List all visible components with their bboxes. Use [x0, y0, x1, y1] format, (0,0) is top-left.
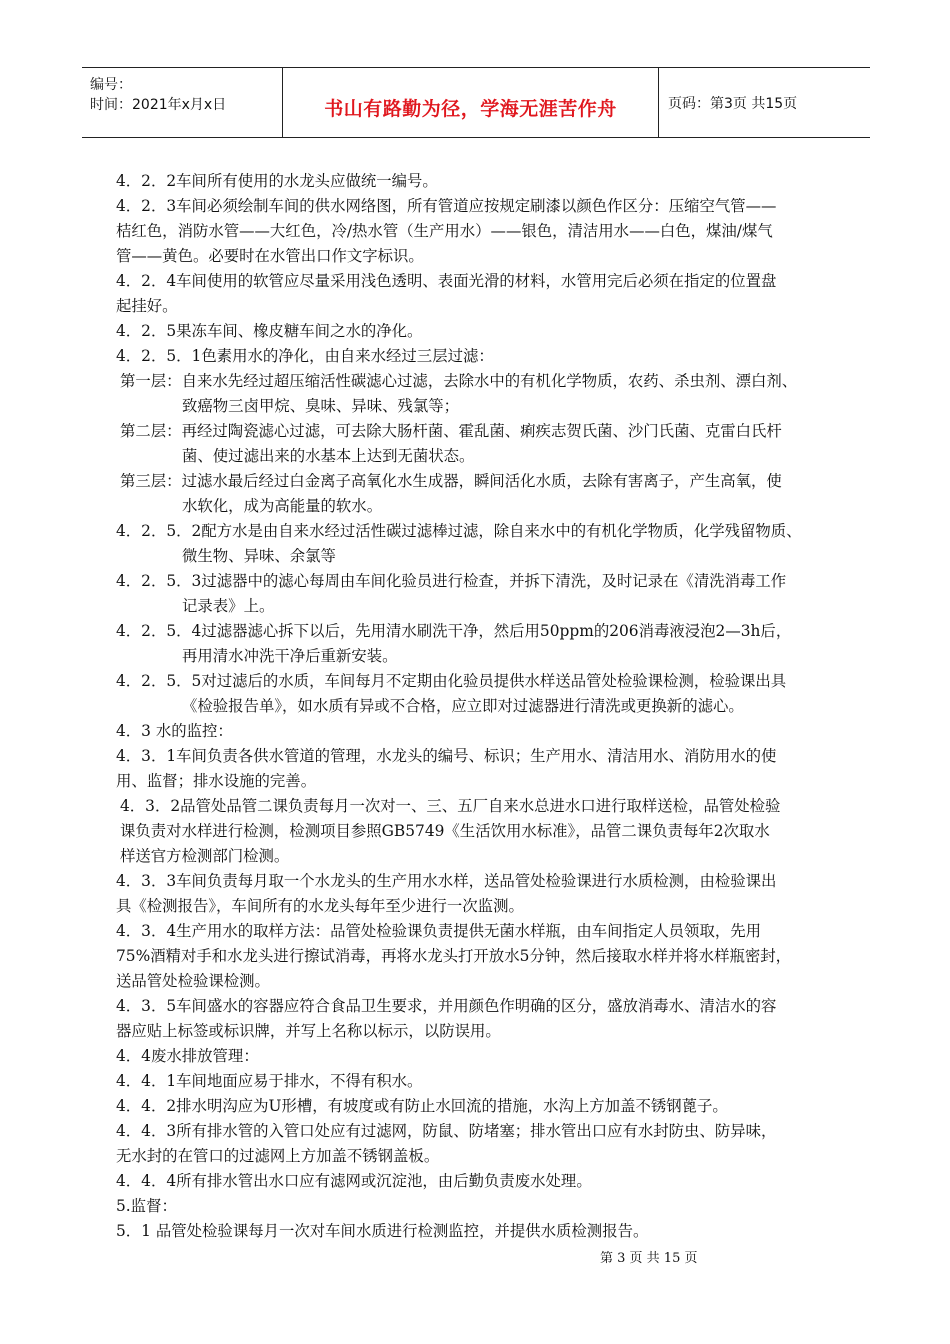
text-line: 用、监督；排水设施的完善。: [116, 772, 317, 790]
text-line: 4．3．3车间负责每月取一个水龙头的生产用水水样，送品管处检验课进行水质检测，由检验课出: [116, 872, 777, 890]
text-line: 第三层：过滤水最后经过白金离子高氧化水生成器，瞬间活化水质，去除有害离子，产生高氧，使: [120, 472, 782, 490]
text-line: 4．2．5．1色素用水的净化，由自来水经过三层过滤：: [116, 347, 494, 365]
header-info-cell: [82, 68, 283, 137]
text-line: 致癌物三卤甲烷、臭味、异味、残氯等；: [182, 397, 460, 415]
text-line: 5.监督：: [116, 1197, 177, 1215]
document-number-label: 编号：: [90, 77, 132, 93]
text-line: 4．2．5果冻车间、橡皮糖车间之水的净化。: [116, 322, 423, 340]
text-line: 4．3．1车间负责各供水管道的管理，水龙头的编号、标识；生产用水、清洁用水、消防用水的使: [116, 747, 777, 765]
text-line: 4．4．2排水明沟应为U形槽，有坡度或有防止水回流的措施，水沟上方加盖不锈钢蓖子。: [116, 1097, 728, 1115]
text-line: 微生物、异味、余氯等: [182, 547, 336, 565]
text-line: 菌、使过滤出来的水基本上达到无菌状态。: [182, 447, 475, 465]
text-line: 样送官方检测部门检测。: [120, 847, 290, 865]
text-line: 4．3．5车间盛水的容器应符合食品卫生要求，并用颜色作明确的区分，盛放消毒水、清洁水的容: [116, 997, 777, 1015]
text-line: 4．2．2车间所有使用的水龙头应做统一编号。: [116, 172, 438, 190]
text-line: 送品管处检验课检测。: [116, 972, 270, 990]
text-line: 水软化，成为高能量的软水。: [182, 497, 383, 515]
header-page-info: 页码：第3页 共15页: [668, 96, 798, 112]
text-line: 记录表》上。: [182, 597, 275, 615]
document-time-label: 时间：2021年x月x日: [90, 97, 227, 113]
text-line: 起挂好。: [116, 297, 178, 315]
text-line: 4．2．5．3过滤器中的滤心每周由车间化验员进行检查，并拆下清洗，及时记录在《清洗消毒工作: [116, 572, 787, 590]
text-line: 75%酒精对手和水龙头进行擦试消毒，再将水龙头打开放水5分钟，然后接取水样并将水样瓶密封，: [116, 947, 792, 965]
text-line: 桔红色，消防水管——大红色，冷/热水管（生产用水）——银色，清洁用水——白色，煤油/煤气: [116, 222, 773, 240]
text-line: 4．3．4生产用水的取样方法：品管处检验课负责提供无菌水样瓶，由车间指定人员领取，先用: [116, 922, 762, 940]
text-line: 课负责对水样进行检测，检测项目参照GB5749《生活饮用水标准》，品管二课负责每年2次取水: [120, 822, 770, 840]
header-page-cell: [660, 68, 870, 137]
header-motto: 书山有路勤为径，学海无涯苦作舟: [324, 98, 617, 120]
text-line: 4．2．4车间使用的软管应尽量采用浅色透明、表面光滑的材料，水管用完后必须在指定的位置盘: [116, 272, 777, 290]
text-line: 再用清水冲洗干净后重新安装。: [182, 647, 398, 665]
text-line: 4．3．2品管处品管二课负责每月一次对一、三、五厂自来水总进水口进行取样送检，品管处检验: [120, 797, 781, 815]
text-line: 4．4废水排放管理：: [116, 1047, 259, 1065]
text-line: 第二层：再经过陶瓷滤心过滤，可去除大肠杆菌、霍乱菌、痢疾志贺氏菌、沙门氏菌、克雷白氏杆: [120, 422, 782, 440]
page-header: [82, 67, 870, 138]
text-line: 第一层：自来水先经过超压缩活性碳滤心过滤，去除水中的有机化学物质，农药、杀虫剂、漂白剂、: [120, 372, 798, 390]
text-line: 5．1 品管处检验课每月一次对车间水质进行检测监控，并提供水质检测报告。: [116, 1222, 649, 1240]
text-line: 4．4．3所有排水管的入管口处应有过滤网，防鼠、防堵塞；排水管出口应有水封防虫、防异味，: [116, 1122, 777, 1140]
page-footer: 第 3 页 共 15 页: [600, 1251, 698, 1266]
text-line: 管——黄色。必要时在水管出口作文字标识。: [116, 247, 424, 265]
header-motto-cell: [283, 68, 659, 137]
text-line: 器应贴上标签或标识牌，并写上名称以标示，以防误用。: [116, 1022, 501, 1040]
text-line: 4．3 水的监控：: [116, 722, 233, 740]
text-line: 无水封的在管口的过滤网上方加盖不锈钢盖板。: [116, 1147, 440, 1165]
text-line: 4．2．5．5对过滤后的水质，车间每月不定期由化验员提供水样送品管处检验课检测，检验课出具: [116, 672, 787, 690]
text-line: 4．2．5．2配方水是由自来水经过活性碳过滤棒过滤，除自来水中的有机化学物质，化学残留物质、: [116, 522, 802, 540]
text-line: 《检验报告单》，如水质有异或不合格，应立即对过滤器进行清洗或更换新的滤心。: [182, 697, 744, 715]
text-line: 4．4．1车间地面应易于排水，不得有积水。: [116, 1072, 423, 1090]
text-line: 4．4．4所有排水管出水口应有滤网或沉淀池，由后勤负责废水处理。: [116, 1172, 592, 1190]
text-line: 4．2．5．4过滤器滤心拆下以后，先用清水刷洗干净，然后用50ppm的206消毒液浸泡2—3h后，: [116, 622, 792, 640]
text-line: 4．2．3车间必须绘制车间的供水网络图，所有管道应按规定刷漆以颜色作区分：压缩空气管——: [116, 197, 777, 215]
text-line: 具《检测报告》，车间所有的水龙头每年至少进行一次监测。: [116, 897, 524, 915]
